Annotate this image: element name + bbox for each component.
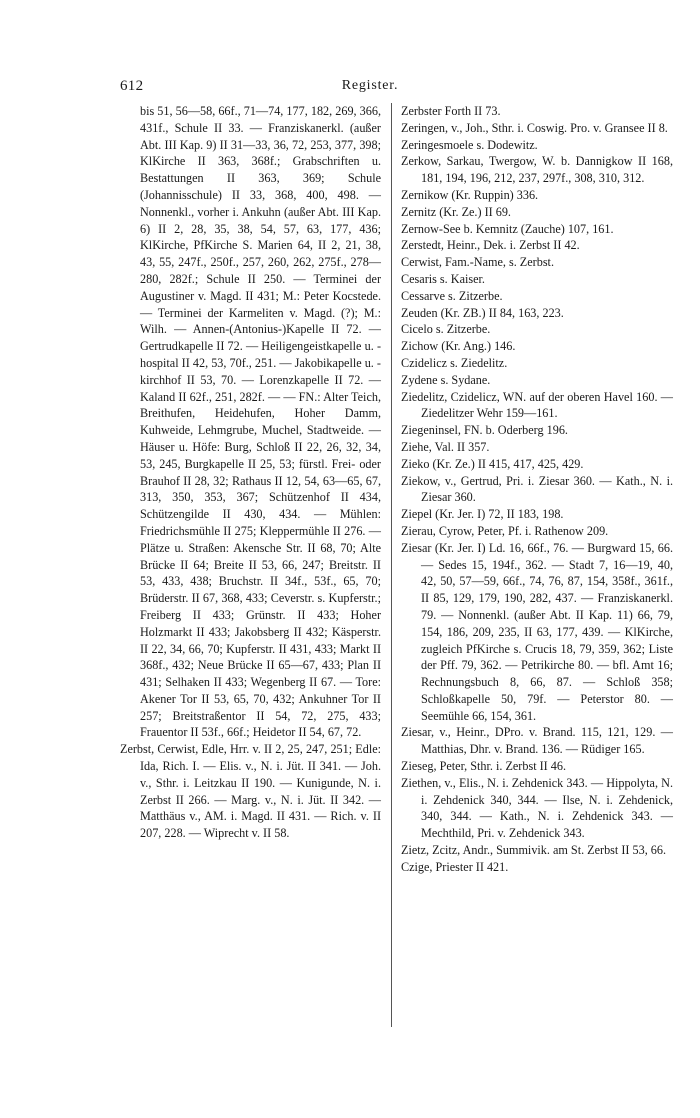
index-entry: Zerkow, Sarkau, Twergow, W. b. Dannigkow II 168, 181, 194, 196, 212, 237, 297f., 308, 310, 312.	[401, 154, 673, 186]
index-entry: Cicelo s. Zitzerbe.	[401, 322, 491, 337]
index-entry: Ziesar, v., Heinr., DPro. v. Brand. 115, 121, 129. — Matthias, Dhr. v. Brand. 136. — Rüdiger 165.	[401, 725, 673, 757]
index-entry: Ziepel (Kr. Jer. I) 72, II 183, 198.	[401, 507, 564, 522]
index-entry-continuation: bis 51, 56—58, 66f., 71—74, 177, 182, 269, 366, 431f., Schule II 33. — Franziskanerkl. (außer Abt. III Kap. 9) II 31—33, 36, 72, 253, 377, 398; KlKirche II 363, 368f.; Grabschriften u. Bestattungen II 363, 369; Schule (Johannisschule) II 33, 368, 400, 498. — Nonnenkl., vorher i. Ankuhn (außer Abt. III Kap. 6) II 2, 28, 35, 38, 54, 57, 63, 177, 436; KlKirche, PfKirche S. Marien 64, II 2, 21, 38, 43, 55, 247f., 250f., 257, 260, 262, 275f., 278—280, 282f.; Schule II 250. — Terminei der Augustiner v. Magd. II 431; M.: Peter Kocstede. — Terminei der Karmeliten v. Magd. (?); M.: Wilh. — Annen-(Antonius-)Kapelle II 72. — Gertrudkapelle II 72. — Heiligengeistkapelle u. -hospital II 42, 53, 70f., 251. — Jakobikapelle u. -kirchhof II 53, 70. — Lorenzkapelle II 72. — Kaland II 62f., 251, 282f. — — FN.: Alter Teich, Breithufen, Heidehufen, Hoher Damm, Kuhweide, Lehmgrube, Muchel, Stadtweide. — Häuser u. Höfe: Burg, Schloß II 22, 26, 32, 34, 53, 245, Burgkapelle II 25, 53; fürstl. Frei- oder Brauhof II 28, 32; Rathaus II 12, 54, 63—65, 67, 313, 350, 353, 367; Schützenhof II 434, Schützengilde II 430, 434. — Mühlen: Friedrichsmühle II 275; Kleppermühle II 276. — Plätze u. Straßen: Akensche Str. II 68, 70; Alte Brücke II 64; Breite II 53, 66, 247; Breitstr. II 53, 433, 438; Bruchstr. II 34f., 53f., 65, 70; Brüderstr. II 67, 368, 433; Ceverstr. s. Kupferstr.; Freiberg II 433; Grünstr. II 433; Hoher Holzmarkt II 433; Jakobsberg II 432; Käsperstr. II 22, 34, 66, 70; Kupferstr. II 431, 433; Markt II 368f., 432; Neue Brücke II 65—67, 433; Plan II 431; Selhaken II 433; Wegenberg II 67. — Tore: Akener Tor II 53, 65, 70, 432; Ankuhner Tor II 257; Breitstraßentor II 54, 72, 275, 433; Frauentor II 53f., 66f.; Heidetor II 54, 67, 72.	[140, 104, 381, 740]
index-entry: Ziesar (Kr. Jer. I) Ld. 16, 66f., 76. — Burgward 15, 66. — Sedes 15, 194f., 362. — Stadt 7, 16—19, 40, 42, 50, 57—59, 66f., 74, 76, 87, 154, 358f., 361f., II 85, 129, 179, 190, 282, 437. — Franziskanerkl. 79. — Nonnenkl. (außer Abt. II Kap. 11) 66, 79, 154, 186, 209, 235, II 63, 177, 439. — KlKirche, zugleich PfKirche s. Crucis 18, 79, 359, 362; Liste der Pff. 79, 362. — Petrikirche 80. — bfl. Amt 16; Rechnungsbuch 8, 66, 87. — Schloß 358; Schloßkapelle 50, 79f. — Peterstor 80. — Seemühle 66, 154, 361.	[401, 540, 673, 723]
index-entry: Zerbst, Cerwist, Edle, Hrr. v. II 2, 25, 247, 251; Edle: Ida, Rich. I. — Elis. v., N. i. Jüt. II 341. — Joh. v., Sthr. i. Leitzkau II 190. — Kunigunde, N. i. Zerbst II 266. — Marg. v., N. i. Jüt. II 342. — Matthäus v., AM. i. Magd. II 431. — Rich. v. II 207, 228. — Wiprecht v. II 58.	[120, 742, 381, 841]
index-entry: Zernikow (Kr. Ruppin) 336.	[401, 187, 539, 202]
index-entry: Ziedelitz, Czidelicz, WN. auf der oberen Havel 160. — Ziedelitzer Wehr 159—161.	[401, 389, 673, 421]
index-entry: Zernitz (Kr. Ze.) II 69.	[401, 204, 511, 219]
index-entry: Czidelicz s. Ziedelitz.	[401, 355, 508, 370]
index-entry: Zydene s. Sydane.	[401, 372, 491, 387]
index-entry: Zeringesmoele s. Dodewitz.	[401, 137, 538, 152]
index-entry: Zietz, Zcitz, Andr., Summivik. am St. Zerbst II 53, 66.	[401, 843, 667, 858]
index-entry: Ziethen, v., Elis., N. i. Zehdenick 343. — Hippolyta, N. i. Zehdenick 340, 344. — Ilse, N. i. Zehdenick, 340, 344. — Kath., N. i. Zehdenick 343. — Mechthild, Pri. v. Zehdenick 343.	[401, 775, 673, 841]
index-entry: Zieko (Kr. Ze.) II 415, 417, 425, 429.	[401, 456, 584, 471]
index-entry: Zernow-See b. Kemnitz (Zauche) 107, 161.	[401, 221, 614, 236]
index-column-right	[401, 103, 673, 876]
index-entry: Cessarve s. Zitzerbe.	[401, 288, 503, 303]
index-entry: Zerstedt, Heinr., Dek. i. Zerbst II 42.	[401, 238, 580, 253]
index-entry: Ziekow, v., Gertrud, Pri. i. Ziesar 360. — Kath., N. i. Ziesar 360.	[401, 473, 673, 505]
index-entry: Cesaris s. Kaiser.	[401, 271, 485, 286]
running-title: Register.	[341, 78, 399, 93]
index-entry: Zieseg, Peter, Sthr. i. Zerbst II 46.	[401, 759, 567, 774]
index-entry: Cerwist, Fam.-Name, s. Zerbst.	[401, 255, 554, 270]
index-entry: Ziehe, Val. II 357.	[401, 439, 490, 454]
index-entry: Zerbster Forth II 73.	[401, 104, 501, 118]
index-entry: Zeringen, v., Joh., Sthr. i. Coswig. Pro. v. Gransee II 8.	[401, 120, 668, 135]
index-entry: Zichow (Kr. Ang.) 146.	[401, 339, 516, 354]
index-entry: Ziegeninsel, FN. b. Oderberg 196.	[401, 423, 568, 438]
index-column-left	[120, 103, 381, 842]
column-divider	[391, 103, 392, 1027]
page-number: 612	[120, 78, 144, 94]
index-entry: Czige, Priester II 421.	[401, 859, 509, 874]
index-entry: Zeuden (Kr. ZB.) II 84, 163, 223.	[401, 305, 564, 320]
index-entry: Zierau, Cyrow, Peter, Pf. i. Rathenow 209.	[401, 523, 609, 538]
